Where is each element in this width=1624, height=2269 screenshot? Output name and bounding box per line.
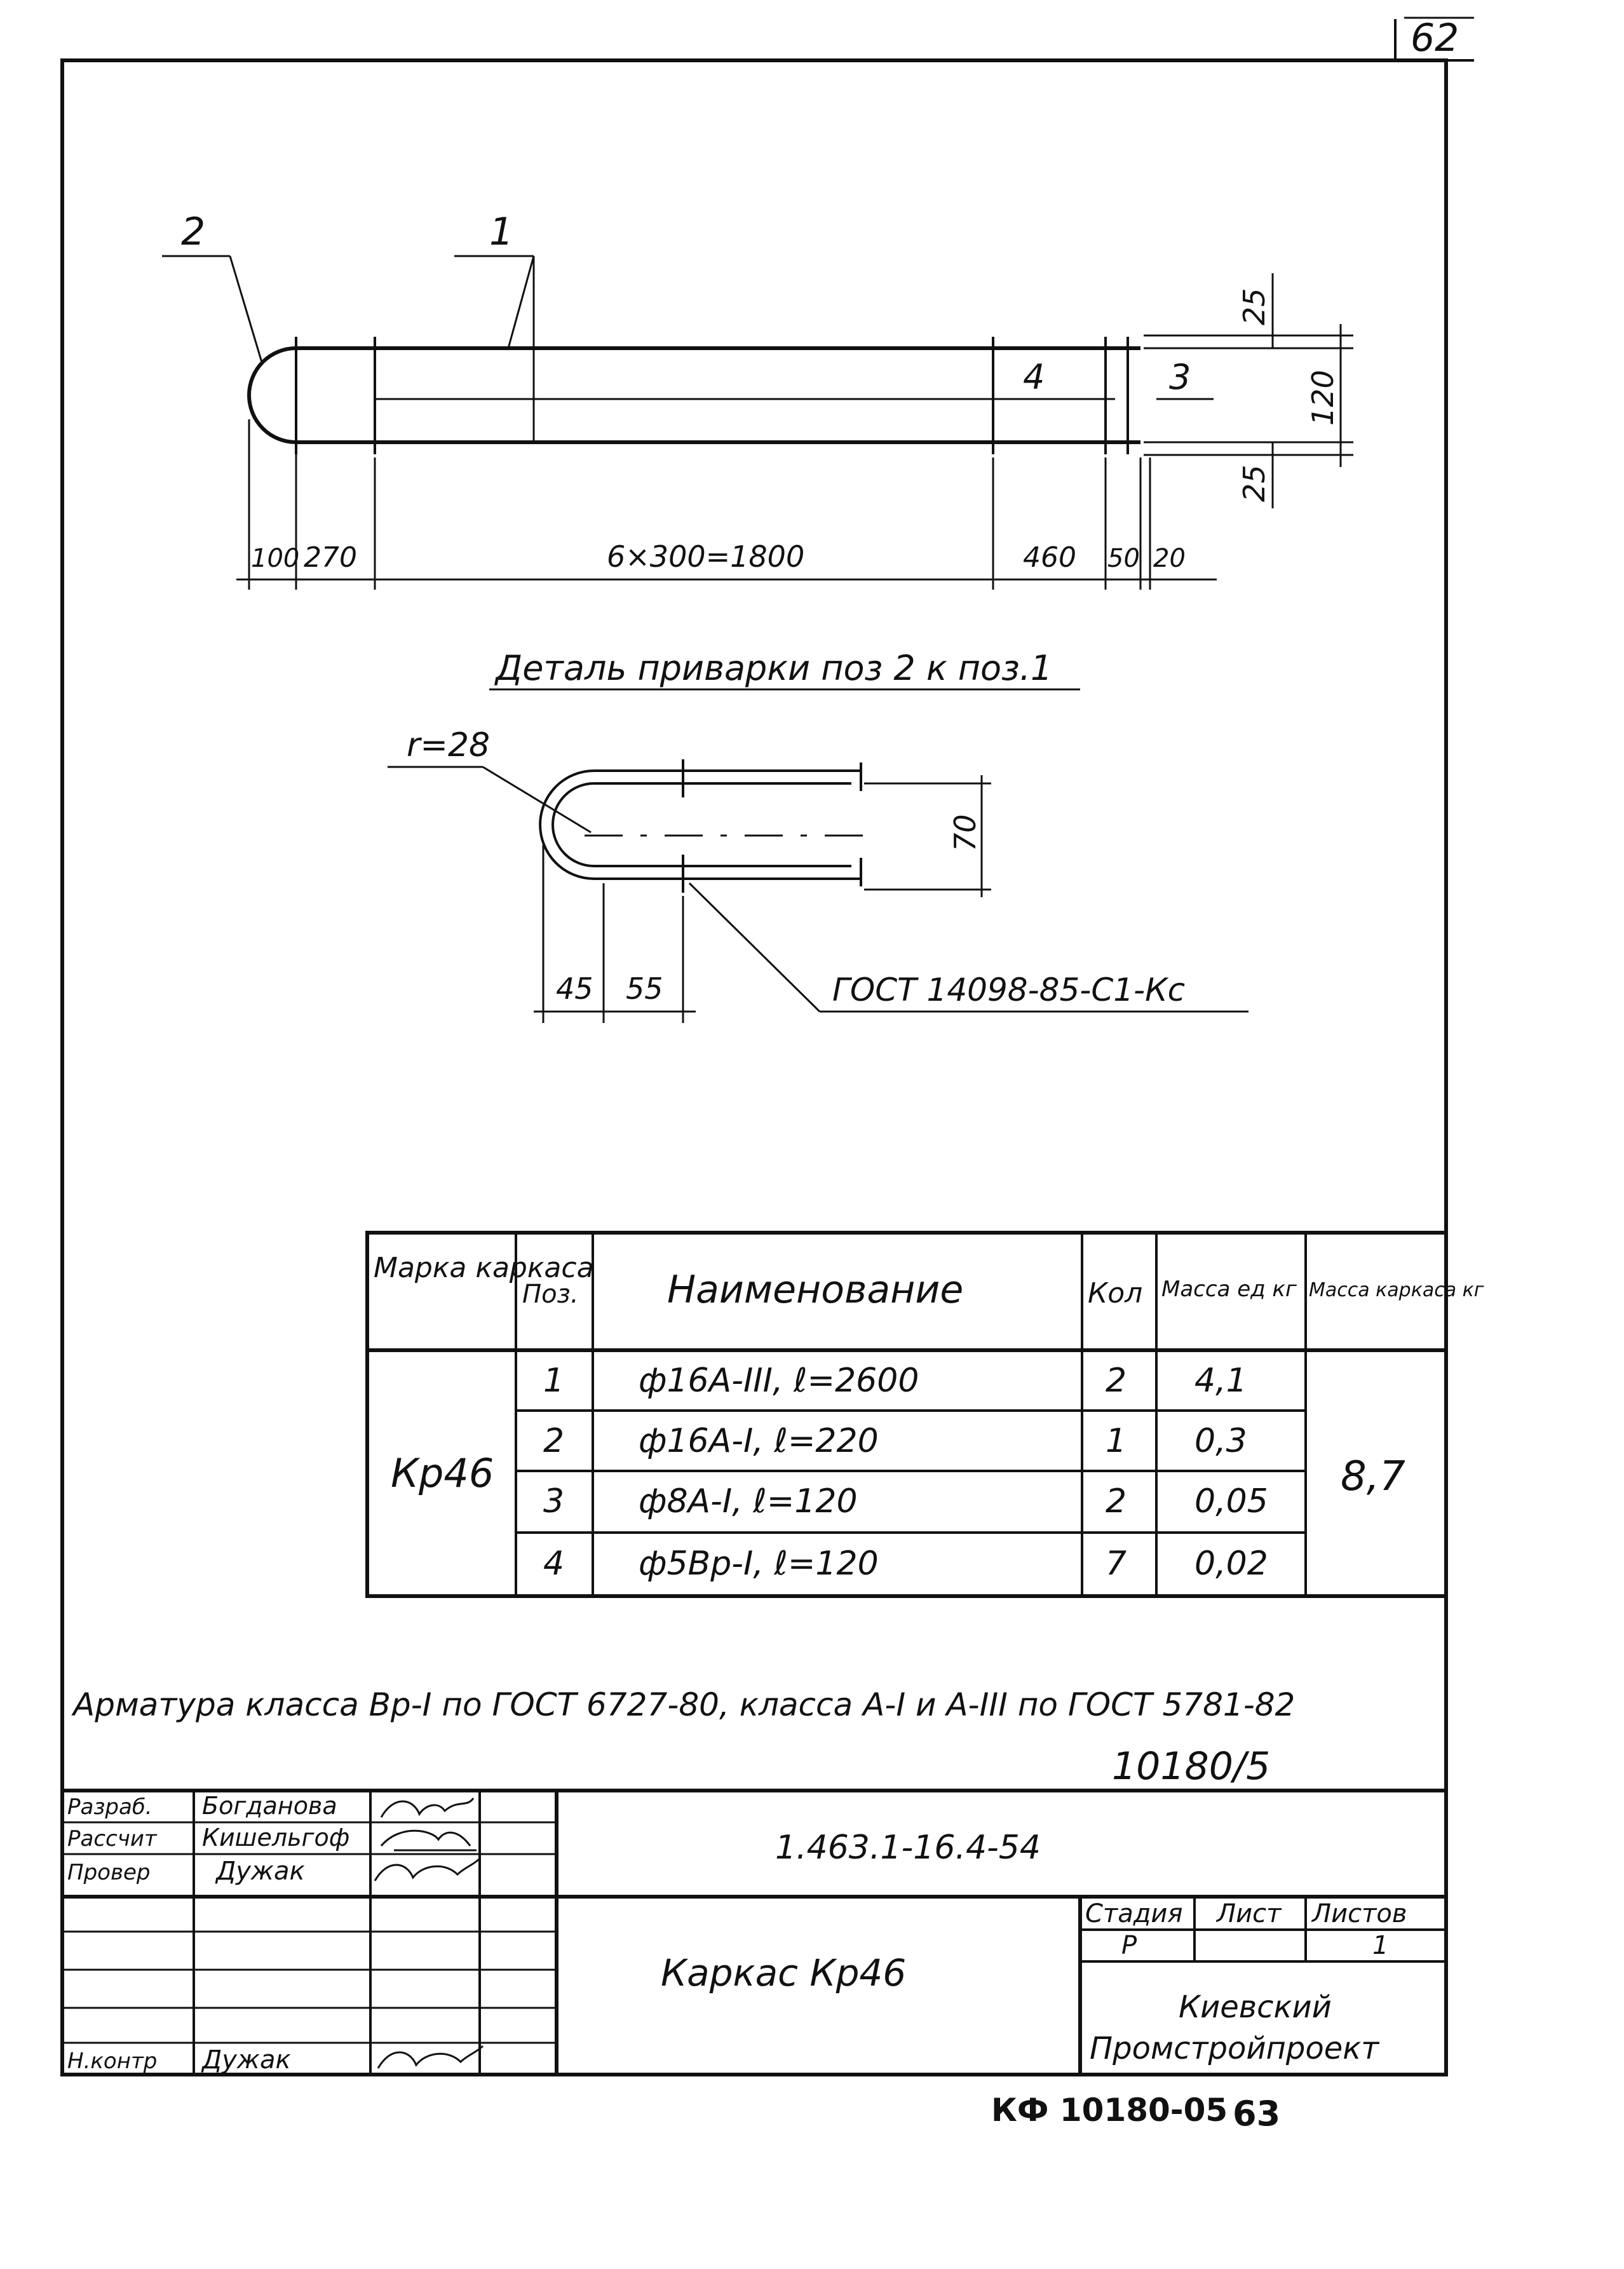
archive-number: 10180/5 <box>1112 1744 1271 1789</box>
name-2: Кишельгоф <box>202 1824 350 1852</box>
row-2-mass: 0,3 <box>1194 1422 1247 1460</box>
role-3: Провер <box>67 1860 151 1885</box>
header-unit-mass: Масса ед кг <box>1161 1277 1297 1302</box>
row-2-qty: 1 <box>1106 1422 1127 1460</box>
right-dim-120: 120 <box>1306 370 1340 426</box>
header-name: Наименование <box>667 1268 964 1312</box>
weld-detail <box>388 648 1248 1023</box>
row-2-name: ф16А-I, ℓ=220 <box>639 1422 879 1460</box>
general-note: Арматура класса Вр-I по ГОСТ 6727-80, класса А-I и А-III по ГОСТ 5781-82 <box>73 1686 1296 1723</box>
bottom-dim-460: 460 <box>1023 541 1076 574</box>
role-1: Разраб. <box>67 1794 152 1820</box>
corner-number: 62 <box>1411 16 1459 60</box>
name-3: Дужак <box>216 1857 305 1886</box>
sheets-header: Листов <box>1312 1899 1407 1928</box>
header-frame-mass: Масса каркаса кг <box>1309 1279 1484 1301</box>
row-1-qty: 2 <box>1106 1362 1127 1400</box>
inner-dim-4: 4 <box>1023 357 1045 397</box>
stage-header: Стадия <box>1085 1899 1183 1928</box>
org-line-1: Киевский <box>1179 1989 1332 2025</box>
main-view <box>162 210 1353 590</box>
row-3-name: ф8А-I, ℓ=120 <box>639 1482 858 1521</box>
callout-1-leader-a <box>508 256 534 348</box>
row-3-pos: 3 <box>543 1482 565 1521</box>
sheet-header: Лист <box>1217 1899 1282 1928</box>
row-3-qty: 2 <box>1106 1482 1127 1521</box>
frame-mass-total: 8,7 <box>1341 1453 1405 1500</box>
org-line-2: Промстройпроект <box>1090 2031 1379 2066</box>
bar-bend <box>249 348 296 442</box>
radius-leader <box>483 767 591 832</box>
row-4-name: ф5Вр-I, ℓ=120 <box>639 1545 879 1583</box>
spec-table <box>367 1233 1484 1596</box>
bottom-dim-1800: 6×300=1800 <box>607 539 805 574</box>
bottom-dim-50: 50 <box>1107 544 1140 573</box>
row-4-mass: 0,02 <box>1194 1545 1268 1583</box>
title-block <box>62 1791 1446 2075</box>
right-dim-25-bottom: 25 <box>1237 464 1271 502</box>
name-1: Богданова <box>202 1792 337 1820</box>
detail-bar-outer <box>540 771 861 879</box>
bottom-dim-100: 100 <box>251 544 300 573</box>
header-qty: Кол <box>1088 1277 1143 1310</box>
signature-3 <box>375 1859 480 1881</box>
stage-value: Р <box>1121 1931 1137 1960</box>
signature-1 <box>381 1798 473 1817</box>
row-3-mass: 0,05 <box>1194 1482 1268 1521</box>
row-4-qty: 7 <box>1106 1545 1127 1583</box>
callout-2-leader <box>230 256 262 362</box>
bottom-stamp: КФ 10180-05 <box>991 2092 1228 2129</box>
row-4-pos: 4 <box>543 1545 565 1583</box>
inner-dim-3: 3 <box>1169 357 1191 397</box>
radius-label: r=28 <box>407 726 491 764</box>
doc-code: 1.463.1-16.4-54 <box>775 1829 1041 1867</box>
callout-2-label: 2 <box>181 210 206 254</box>
row-1-mass: 4,1 <box>1194 1362 1247 1400</box>
header-mark-text: Марка каркаса <box>374 1252 594 1284</box>
detail-title: Деталь приварки поз 2 к поз.1 <box>496 648 1053 688</box>
row-1-name: ф16А-III, ℓ=2600 <box>639 1362 919 1400</box>
bottom-dim-270: 270 <box>304 541 357 574</box>
right-dim-25-top: 25 <box>1237 288 1271 325</box>
role-2: Рассчит <box>67 1826 157 1852</box>
weld-spec: ГОСТ 14098-85-С1-Кс <box>832 972 1186 1008</box>
bottom-dim-20: 20 <box>1153 544 1186 573</box>
weld-leader <box>689 883 820 1012</box>
sheets-value: 1 <box>1372 1931 1389 1960</box>
signature-7 <box>378 2046 483 2068</box>
row-1-pos: 1 <box>543 1362 565 1400</box>
role-7: Н.контр <box>67 2049 158 2074</box>
row-2-pos: 2 <box>543 1422 565 1460</box>
header-pos: Поз. <box>522 1280 579 1309</box>
detail-bar-inner <box>553 783 851 866</box>
name-7: Дужак <box>202 2045 291 2075</box>
frame-mark: Кр46 <box>391 1450 494 1496</box>
detail-dim-45: 45 <box>556 972 593 1006</box>
detail-dim-55: 55 <box>626 972 663 1006</box>
signature-2 <box>381 1831 477 1850</box>
drawing-title: Каркас Кр46 <box>661 1951 907 1995</box>
callout-1-label: 1 <box>489 210 514 254</box>
height-dim: 70 <box>948 814 982 851</box>
bottom-page: 63 <box>1233 2094 1281 2134</box>
